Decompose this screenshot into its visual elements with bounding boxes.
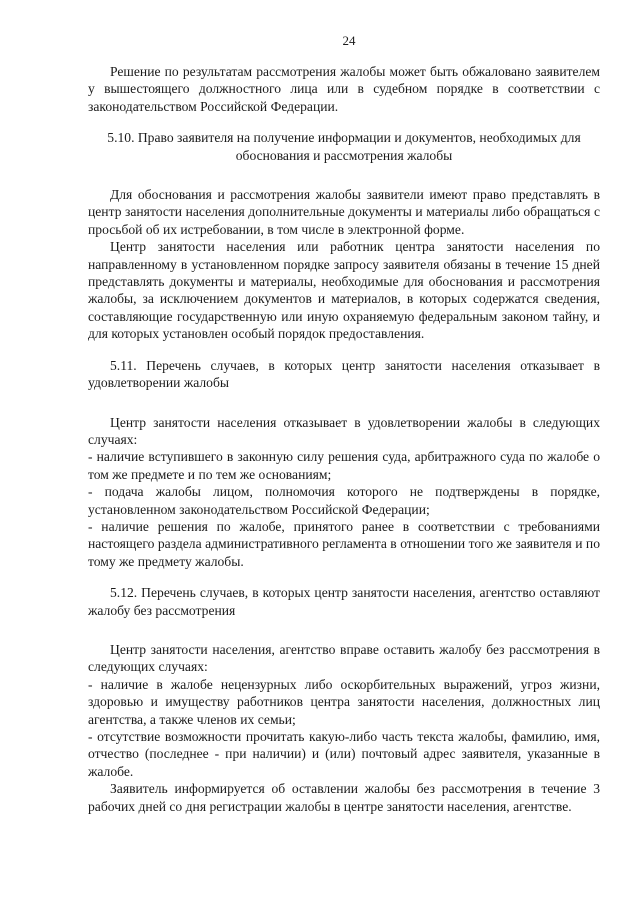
section-5-12-heading: 5.12. Перечень случаев, в которых центр занятости населения, агентство оставляют жалобу без рассмотрения: [88, 585, 600, 618]
section-5-12-item-1: - наличие в жалобе нецензурных либо оскорбительных выражений, угроз жизни, здоровью и имуществу работников центра занятости населения, должностных лиц агентства, а также членов их семьи;: [88, 676, 600, 727]
page-number: 24: [342, 33, 356, 48]
section-5-12-item-2: - отсутствие возможности прочитать какую-либо часть текста жалобы, фамилию, имя, отчество (последнее - при наличии) и (или) почтовый адрес заявителя, указанные в жалобе.: [88, 729, 600, 779]
section-5-11-item-2: - подача жалобы лицом, полномочия которого не подтверждены в порядке, установленном законодательством Российской Федерации;: [88, 484, 600, 517]
section-5-10-heading: 5.10. Право заявителя на получение информации и документов, необходимых для обоснования и рассмотрения жалобы: [107, 130, 581, 163]
intro-paragraph: Решение по результатам рассмотрения жалобы может быть обжаловано заявителем у вышестоящего должностного лица или в судебном порядке в соответствии с законодательством Российской Федерации.: [88, 64, 600, 114]
section-5-11-item-1: - наличие вступившего в законную силу решения суда, арбитражного суда по жалобе о том же предмете и по тем же основаниям;: [88, 449, 600, 482]
section-5-10-paragraph-1: Для обоснования и рассмотрения жалобы заявители имеют право представлять в центр занятости населения дополнительные документы и материалы либо обращаться с просьбой об их истребовании, в том числе в электронной форме.: [88, 187, 600, 237]
section-5-11-lead: Центр занятости населения отказывает в удовлетворении жалобы в следующих случаях:: [88, 414, 600, 447]
section-5-11-heading: 5.11. Перечень случаев, в которых центр занятости населения отказывает в удовлетворении жалобы: [88, 357, 600, 391]
section-5-12-closing: Заявитель информируется об оставлении жалобы без рассмотрения в течение 3 рабочих дней со дня регистрации жалобы в центре занятости населения, агентстве.: [88, 781, 600, 814]
section-5-12-lead: Центр занятости населения, агентство вправе оставить жалобу без рассмотрения в следующих случаях:: [88, 641, 600, 675]
section-5-10-paragraph-2: Центр занятости населения или работник центра занятости населения по направленному в установленном порядке запросу заявителя обязаны в течение 15 дней представлять документы и материалы, необходимые для обоснования и рассмотрения жалобы, за исключением документов и материалов, в которых содержатся сведения, составляющие государственную или иную охраняемую федеральным законом тайну, и для которых установлен особый порядок предоставления.: [88, 239, 600, 342]
section-5-11-item-3: - наличие решения по жалобе, принятого ранее в соответствии с требованиями настоящего раздела административного регламента в отношении того же заявителя и по тому же предмету жалобы.: [88, 518, 600, 569]
